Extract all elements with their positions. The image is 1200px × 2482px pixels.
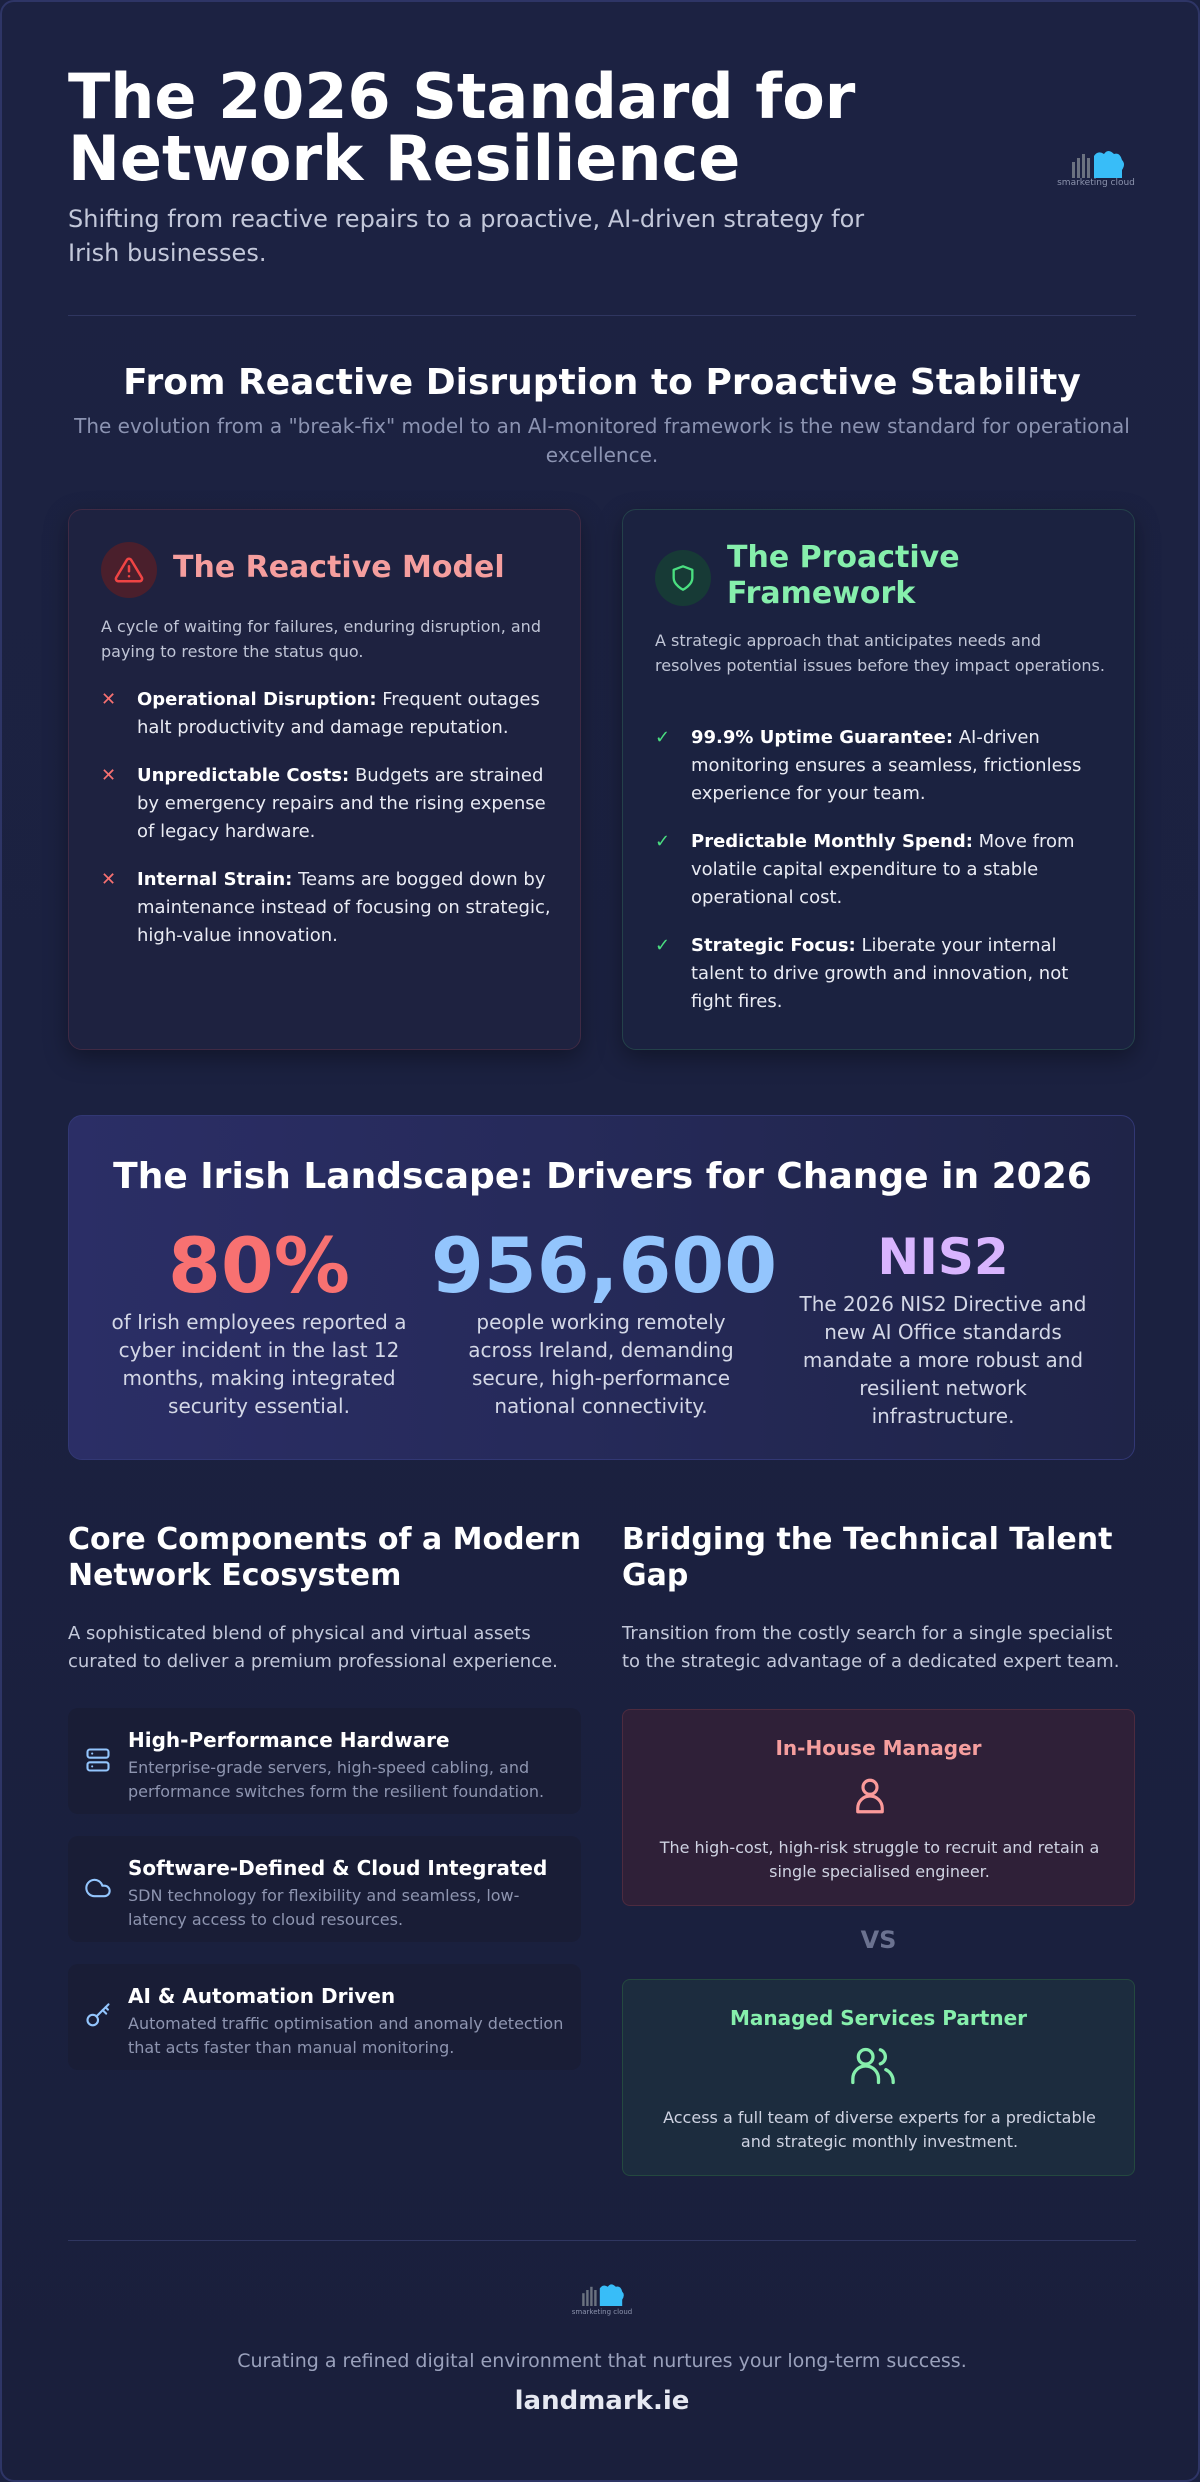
reactive-model-description: A cycle of waiting for failures, enduring disruption, and paying to restore the status quo. bbox=[101, 617, 541, 661]
component-title: High-Performance Hardware bbox=[128, 1728, 450, 1752]
warning-triangle-icon bbox=[101, 542, 157, 598]
stat-description: people working remotely across Ireland, demanding secure, high-performance national connectivity. bbox=[468, 1310, 734, 1418]
logo-caption: smarketing cloud bbox=[571, 2308, 633, 2316]
component-description: Automated traffic optimisation and anomaly detection that acts faster than manual monitoring. bbox=[128, 2014, 564, 2057]
stat-value: NIS2 bbox=[877, 1228, 1009, 1286]
in-house-manager-box bbox=[622, 1709, 1135, 1906]
talent-title: Bridging the Technical Talent Gap bbox=[622, 1522, 1113, 1593]
proactive-framework-card bbox=[622, 509, 1135, 1050]
talent-description: Transition from the costly search for a single specialist to the strategic advantage of a dedicated expert team. bbox=[622, 1623, 1120, 1672]
page-title: The 2026 Standard for Network Resilience bbox=[68, 60, 856, 195]
managed-services-box bbox=[622, 1979, 1135, 2176]
in-house-title: In-House Manager bbox=[775, 1736, 982, 1760]
component-description: Enterprise-grade servers, high-speed cabling, and performance switches form the resilient foundation. bbox=[128, 1758, 545, 1801]
vs-label: VS bbox=[860, 1926, 897, 1954]
stat-nis2 bbox=[793, 1224, 1093, 1430]
page-subtitle: Shifting from reactive repairs to a proactive, AI-driven strategy for Irish businesses. bbox=[68, 205, 865, 267]
users-icon bbox=[849, 2044, 897, 2088]
list-item: ✓ Strategic Focus: Liberate your internal talent to drive growth and innovation, not fight fires. bbox=[655, 932, 1105, 1016]
x-icon: ✕ bbox=[101, 869, 117, 890]
list-item: ✕ Operational Disruption: Frequent outages halt productivity and damage reputation. bbox=[101, 686, 551, 742]
component-hardware bbox=[68, 1708, 581, 1814]
x-icon: ✕ bbox=[101, 765, 117, 786]
shield-icon bbox=[655, 550, 711, 606]
proactive-framework-title: The Proactive Framework bbox=[727, 540, 960, 611]
check-icon: ✓ bbox=[655, 935, 671, 956]
partner-title: Managed Services Partner bbox=[729, 2006, 1027, 2030]
section-title-evolution: From Reactive Disruption to Proactive Stability bbox=[123, 362, 1081, 403]
component-description: SDN technology for flexibility and seamless, low-latency access to cloud resources. bbox=[128, 1886, 520, 1929]
cloud-icon bbox=[84, 1874, 112, 1902]
reactive-model-title: The Reactive Model bbox=[173, 550, 505, 585]
reactive-model-card bbox=[68, 509, 581, 1050]
key-icon bbox=[84, 2002, 112, 2030]
footer-logo bbox=[562, 2282, 642, 2322]
x-icon: ✕ bbox=[101, 689, 117, 710]
cloud-bars-logo-icon bbox=[1072, 148, 1124, 178]
stat-value: 956,600 bbox=[431, 1221, 778, 1310]
proactive-framework-description: A strategic approach that anticipates needs and resolves potential issues before they impact operations. bbox=[655, 631, 1105, 675]
landscape-title: The Irish Landscape: Drivers for Change in 2026 bbox=[113, 1156, 1092, 1197]
components-description: A sophisticated blend of physical and virtual assets curated to deliver a premium professional experience. bbox=[68, 1623, 558, 1672]
list-item: ✓ Predictable Monthly Spend: Move from volatile capital expenditure to a stable operational cost. bbox=[655, 828, 1105, 912]
cloud-bars-logo-icon bbox=[582, 2282, 624, 2306]
footer-url-link[interactable]: landmark.ie bbox=[514, 2386, 690, 2416]
stat-description: of Irish employees reported a cyber incident in the last 12 months, making integrated security essential. bbox=[111, 1310, 407, 1418]
component-ai bbox=[68, 1964, 581, 2070]
logo-caption: smarketing cloud bbox=[1057, 178, 1135, 188]
stat-cyber-incident bbox=[109, 1221, 409, 1420]
brand-logo bbox=[1054, 142, 1138, 190]
component-title: Software-Defined & Cloud Integrated bbox=[128, 1856, 548, 1880]
stat-remote-workers bbox=[431, 1221, 778, 1420]
in-house-description: The high-cost, high-risk struggle to recruit and retain a single specialised engineer. bbox=[659, 1838, 1100, 1881]
list-item: ✕ Internal Strain: Teams are bogged down by maintenance instead of focusing on strategic, high-value innovation. bbox=[101, 866, 551, 950]
list-item: ✓ 99.9% Uptime Guarantee: AI-driven monitoring ensures a seamless, frictionless experience for your team. bbox=[655, 724, 1105, 808]
stat-description: The 2026 NIS2 Directive and new AI Office standards mandate a more robust and resilient network infrastructure. bbox=[799, 1292, 1087, 1428]
partner-description: Access a full team of diverse experts for a predictable and strategic monthly investment. bbox=[663, 2108, 1096, 2151]
list-item: ✕ Unpredictable Costs: Budgets are strained by emergency repairs and the rising expense of legacy hardware. bbox=[101, 762, 551, 846]
check-icon: ✓ bbox=[655, 727, 671, 748]
divider bbox=[68, 315, 1136, 316]
components-title: Core Components of a Modern Network Ecosystem bbox=[68, 1522, 582, 1593]
user-icon bbox=[849, 1774, 891, 1818]
stat-value: 80% bbox=[168, 1221, 350, 1310]
divider bbox=[68, 2240, 1136, 2241]
footer-tagline: Curating a refined digital environment that nurtures your long-term success. bbox=[237, 2350, 967, 2372]
irish-landscape-panel bbox=[68, 1115, 1135, 1460]
section-subtitle-evolution: The evolution from a "break-fix" model to an AI-monitored framework is the new standard for operational excellence. bbox=[74, 414, 1130, 467]
server-icon bbox=[84, 1746, 112, 1774]
check-icon: ✓ bbox=[655, 831, 671, 852]
component-cloud bbox=[68, 1836, 581, 1942]
component-title: AI & Automation Driven bbox=[128, 1984, 396, 2008]
